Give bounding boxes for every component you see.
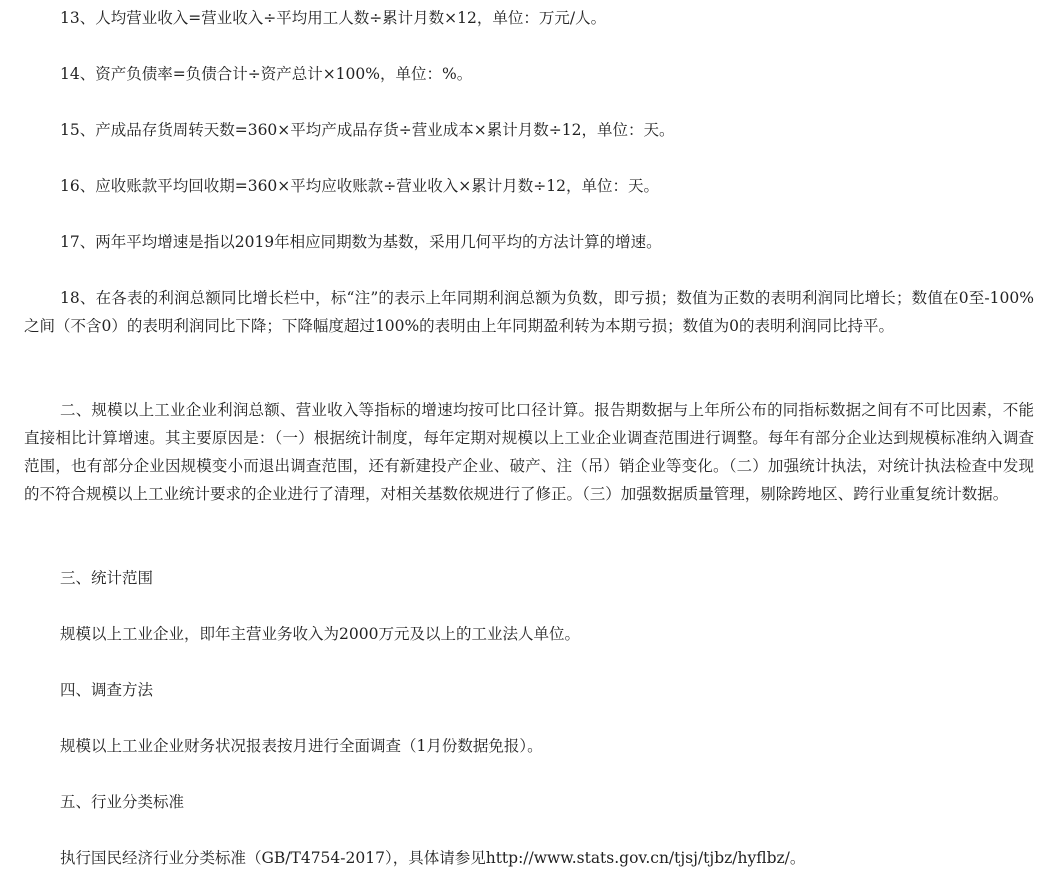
section-5-heading: 五、行业分类标准 (60, 793, 185, 811)
note-item-17: 17、两年平均增速是指以2019年相应同期数为基数，采用几何平均的方法计算的增速。 (60, 233, 662, 251)
note-item-15: 15、产成品存货周转天数=360×平均产成品存货÷营业成本×累计月数÷12，单位：天。 (60, 121, 675, 139)
section-4-paragraph: 规模以上工业企业财务状况报表按月进行全面调查（1月份数据免报）。 (60, 737, 543, 755)
note-item-16: 16、应收账款平均回收期=360×平均应收账款÷营业收入×累计月数÷12，单位：天。 (60, 177, 659, 195)
note-item-18: 18、在各表的利润总额同比增长栏中，标“注”的表示上年同期利润总额为负数，即亏损；数值为正数的表明利润同比增长；数值在0至-100%之间（不含0）的表明利润同比下降；下降幅度超过100%的表明由上年同期盈利转为本期亏损；数值为0的表明利润同比持平。 (24, 289, 1034, 335)
section-2-paragraph: 二、规模以上工业企业利润总额、营业收入等指标的增速均按可比口径计算。报告期数据与上年所公布的同指标数据之间有不可比因素，不能直接相比计算增速。其主要原因是：（一）根据统计制度，每年定期对规模以上工业企业调查范围进行调整。每年有部分企业达到规模标准纳入调查范围，也有部分企业因规模变小而退出调查范围，还有新建投产企业、破产、注（吊）销企业等变化。（二）加强统计执法，对统计执法检查中发现的不符合规模以上工业统计要求的企业进行了清理，对相关基数依规进行了修正。（三）加强数据质量管理，剔除跨地区、跨行业重复统计数据。 (24, 401, 1034, 503)
section-5-paragraph: 执行国民经济行业分类标准（GB/T4754-2017），具体请参见http://www.stats.gov.cn/tjsj/tjbz/hyflbz/。 (60, 849, 806, 867)
section-3-paragraph: 规模以上工业企业，即年主营业务收入为2000万元及以上的工业法人单位。 (60, 625, 580, 643)
section-3-heading: 三、统计范围 (60, 569, 154, 587)
note-item-14: 14、资产负债率=负债合计÷资产总计×100%，单位：%。 (60, 65, 473, 83)
note-item-13: 13、人均营业收入=营业收入÷平均用工人数÷累计月数×12，单位：万元/人。 (60, 9, 607, 27)
section-4-heading: 四、调查方法 (60, 681, 154, 699)
